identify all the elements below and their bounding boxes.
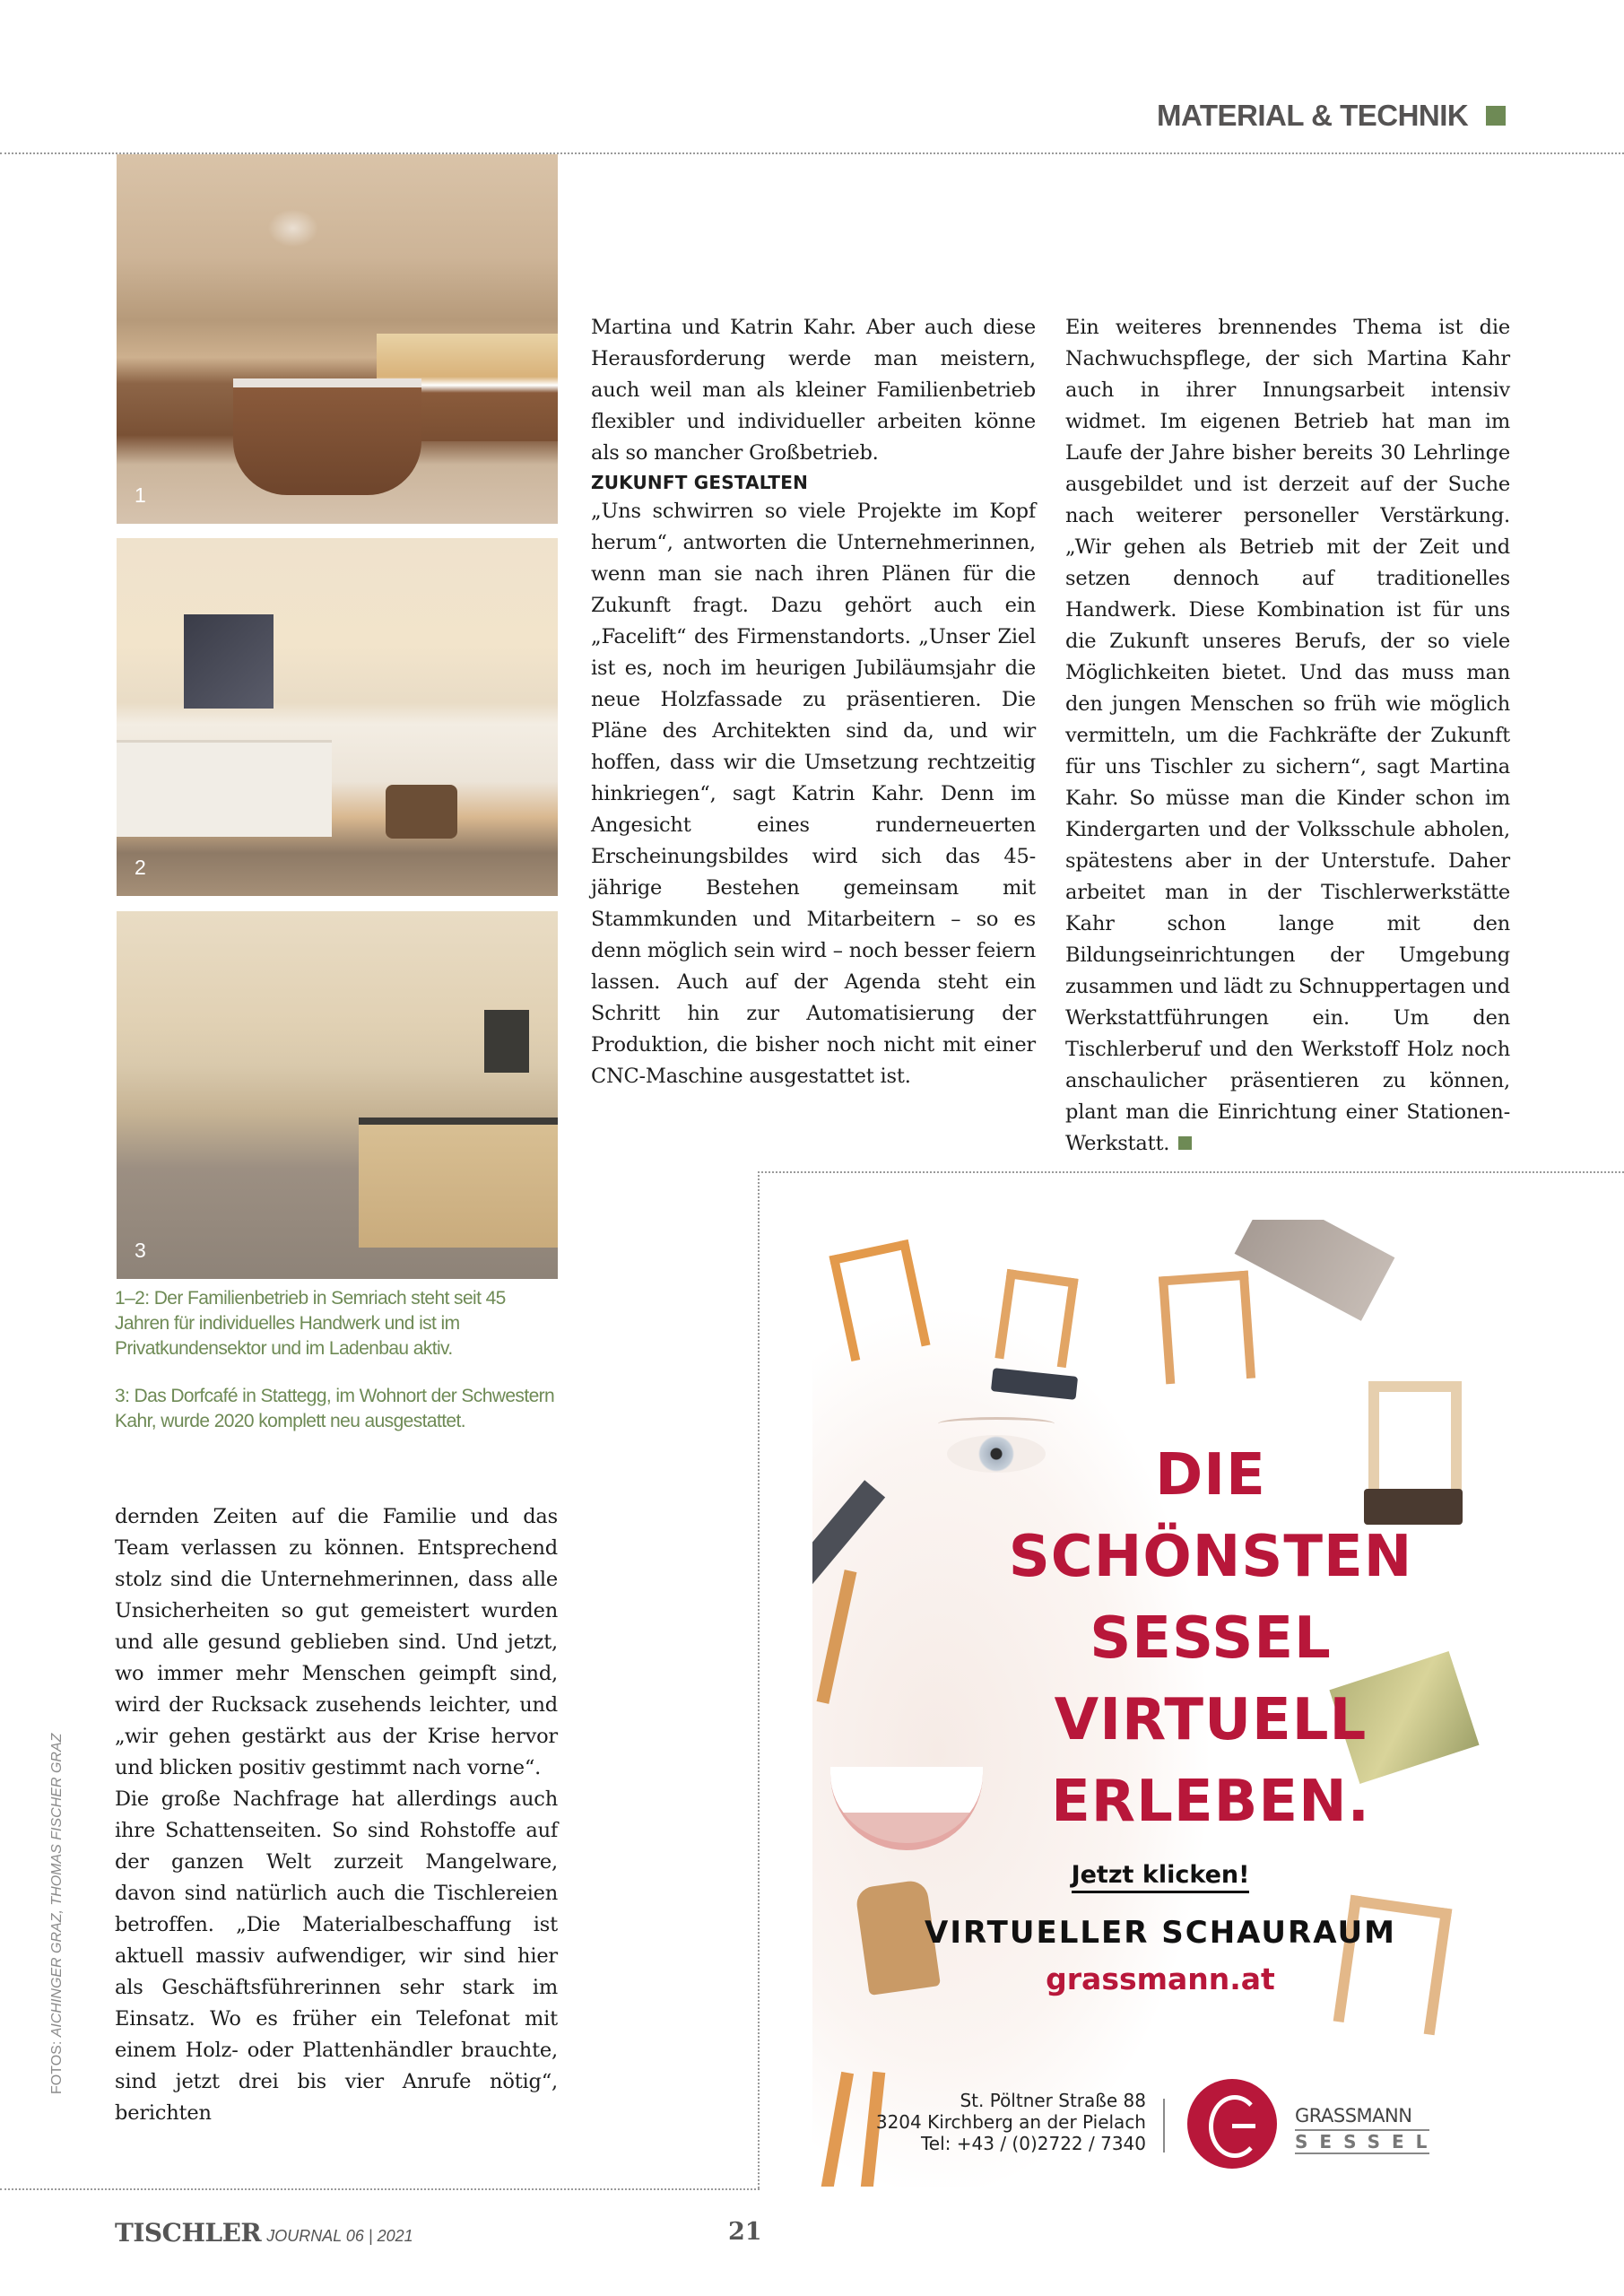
photo-detail-chalkboard <box>484 1010 529 1073</box>
photo-number: 1 <box>135 483 146 507</box>
chair-leg-icon <box>820 2072 854 2187</box>
ad-cta-link[interactable] <box>812 1861 1508 1889</box>
article-end-square-icon <box>1178 1136 1192 1150</box>
ad-address-line: Tel: +43 / (0)2722 / 7340 <box>920 2133 1146 2154</box>
ad-address-line: St. Pöltner Straße 88 <box>960 2090 1146 2111</box>
ad-address-line: 3204 Kirchberg an der Pielach <box>875 2111 1146 2133</box>
chair-seat-icon <box>991 1368 1078 1400</box>
chair-icon <box>829 1239 931 1361</box>
article-paragraph: Ein weiteres brennendes Thema ist die Nachwuchspflege, der sich Martina Kahr auch in ihrer Innungsarbeit intensiv widmet. Im eigenen Betrieb hat man im Laufe der Jahre bisher bereits 30 Lehrlinge ausgebildet und ist derzeit auf der Suche nach weiterer personeller Verstärkung. „Wir gehen als Betrieb mit der Zeit und setzen dennoch auf traditionelles Handwerk. Diese Kombination ist für uns die Zukunft unseres Berufs, der so viele Möglichkeiten bietet. Und das muss man den jungen Menschen so früh wie möglich vermitteln, um die Fachkräfte der Zukunft für uns Tischler zu sichern“, sagt Martina Kahr. So müsse man die Kinder schon im Kindergarten und der Volksschule abholen, spätestens aber in der Unterstufe. Daher arbeitet man in der Tischlerwerkstätte Kahr schon lange mit den Bildungseinrichtungen der Umgebung zusammen und lädt zu Schnuppertagen und Werkstattführungen ein. Um den Tischlerberuf und den Werkstoff Holz noch anschaulicher präsentieren zu können, plant man die Einrichtung einer Stationen-Werkstatt. <box>1065 316 1510 1155</box>
photo-caption: 1–2: Der Familienbetrieb in Semriach steht seit 45 Jahren für individuelles Handwerk und ist im Privatkundensektor und im Ladenbau aktiv. <box>115 1288 506 1359</box>
ad-face-brow <box>938 1417 1055 1431</box>
ad-url-link[interactable]: grassmann.at <box>1046 1961 1275 1996</box>
ad-headline-line: ERLEBEN. <box>1051 1769 1370 1835</box>
photo-number: 3 <box>135 1239 146 1262</box>
photo-number: 2 <box>135 856 146 879</box>
photo-detail-counter <box>233 378 421 495</box>
article-paragraph: „Uns schwirren so viele Projekte im Kopf herum“, antworten die Unternehmerinnen, wenn man sie nach ihren Plänen für die Zukunft fragt. Dazu gehört auch ein „Facelift“ des Firmenstandorts. „Unser Ziel ist es, noch im heurigen Jubiläumsjahr die neue Holzfassade zu präsentieren. Die Pläne des Architekten sind da, und wir hoffen, dass wir die Umsetzung rechtzeitig hinkriegen“, sagt Katrin Kahr. Denn im Angesicht eines runderneuerten Erscheinungsbildes wird sich das 45-jährige Bestehen gemeinsam mit Stammkunden und Mitarbeitern – so es denn möglich sein wird – noch besser feiern lassen. Auch auf der Agenda steht ein Schritt hin zur Automatisierung der Produktion, die bisher noch nicht mit einer CNC-Maschine ausgestattet ist. <box>591 500 1036 1088</box>
article-column-middle <box>591 312 1036 1092</box>
footer-magazine-name: TISCHLER <box>115 2218 262 2248</box>
photo-credit <box>49 1734 65 2094</box>
article-column-right <box>1065 312 1510 1160</box>
chair-upholstered-icon <box>1235 1220 1395 1321</box>
ad-headline-line: SCHÖNSTEN <box>1008 1524 1413 1590</box>
grassmann-logo-icon <box>1187 2079 1277 2169</box>
photo-detail-bar <box>359 1118 558 1248</box>
article-column-left <box>115 1501 558 2129</box>
ad-frame-top <box>758 1171 1624 1173</box>
logo-g-bar-icon <box>1232 2124 1255 2128</box>
ad-cta-label[interactable]: Jetzt klicken! <box>1072 1861 1250 1893</box>
article-paragraph: dernden Zeiten auf die Familie und das Team verlassen zu können. Entsprechend stolz sind die Unternehmerinnen, dass alle Unsicherheiten so gut gemeistert wurden und alle gesund geblieben sind. Und jetzt, wo immer mehr Menschen geimpft sind, wird der Rucksack zusehends leichter, und „wir gehen gestärkt aus der Krise hervor und blicken positiv gestimmt nach vorne“. <box>115 1505 558 1779</box>
page-number: 21 <box>728 2218 762 2246</box>
ad-brand-sub: SESSEL <box>1295 2131 1439 2152</box>
ad-brand-name: GRASSMANN <box>1295 2105 1412 2126</box>
photo-living-room <box>117 538 558 896</box>
article-paragraph-wrapper <box>1065 312 1510 1160</box>
article-subheading: ZUKUNFT GESTALTEN <box>591 472 809 493</box>
article-paragraph: Die große Nachfrage hat allerdings auch ihre Schattenseiten. So sind Rohstoffe auf der ganzen Welt zurzeit Mangelware, davon sind natürlich auch die Tischlereien betroffen. „Die Materialbeschaffung ist aktuell massiv aufwendiger, wir sind hier als Geschäftsführerinnen sehr stark im Einsatz. Wo es früher ein Telefonat mit einem Holz- oder Plattenhändler brauchte, sind jetzt drei bis vier Anrufe nötig“, berichten <box>115 1787 558 2125</box>
ad-headline <box>812 1435 1508 1843</box>
photo-cafe <box>117 911 558 1279</box>
ad-headline-line: VIRTUELL <box>1054 1687 1368 1753</box>
photo-credit-label: FOTOS: <box>49 2040 65 2094</box>
footer-issue: JOURNAL 06 | 2021 <box>266 2227 413 2245</box>
section-marker-square-icon <box>1486 106 1506 126</box>
photo-detail-tv <box>184 614 274 709</box>
footer-magazine <box>115 2218 413 2248</box>
ad-address <box>866 2090 1146 2154</box>
photo-credit-names: AICHINGER GRAZ, THOMAS FISCHER GRAZ <box>49 1733 65 2038</box>
ad-headline-line: DIE <box>1155 1442 1266 1509</box>
chair-icon <box>994 1269 1078 1368</box>
ad-divider <box>1163 2099 1165 2152</box>
advertisement-grassmann[interactable] <box>812 1220 1508 2187</box>
chair-icon <box>1159 1271 1255 1385</box>
photo-caption: 3: Das Dorfcafé in Stattegg, im Wohnort der Schwestern Kahr, wurde 2020 komplett neu ausgestattet. <box>115 1386 555 1431</box>
ad-showroom: VIRTUELLER SCHAURAUM <box>925 1915 1396 1951</box>
article-paragraph: Martina und Katrin Kahr. Aber auch diese Herausforderung werde man meistern, auch weil man als kleiner Familienbetrieb flexibler und individueller arbeiten könne als so mancher Großbetrieb. <box>591 316 1036 465</box>
ad-headline-line: SESSEL <box>1090 1605 1332 1672</box>
footer-divider <box>0 2188 760 2190</box>
ad-frame-left <box>758 1171 760 2188</box>
photo-bakery-counter <box>117 154 558 524</box>
section-title: MATERIAL & TECHNIK <box>1157 99 1469 132</box>
photo-detail-table <box>386 785 457 839</box>
photo-detail-cabinet <box>117 740 332 837</box>
